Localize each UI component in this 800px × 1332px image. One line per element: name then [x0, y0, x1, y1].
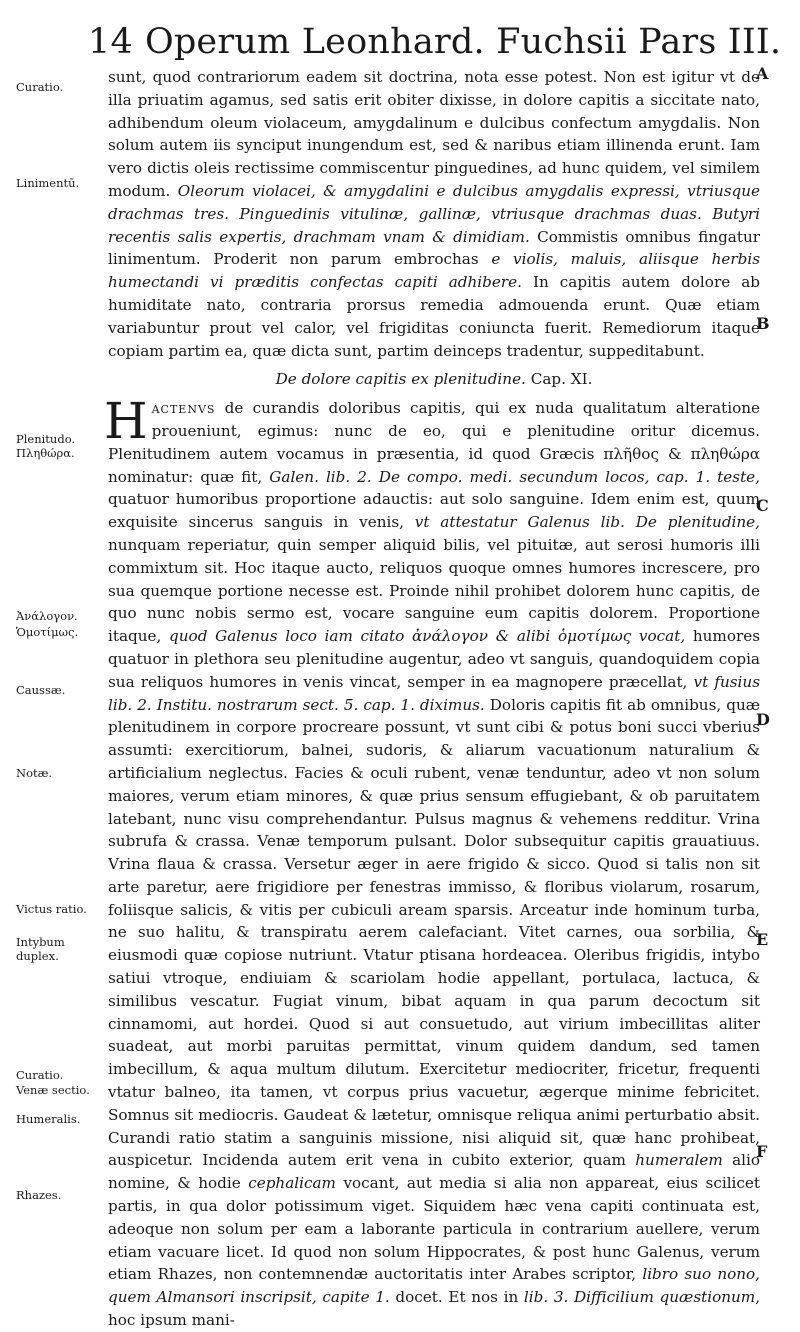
citation-italic: lib. 3. Difficilium quæstionum	[523, 1288, 756, 1307]
text-run: Commistis omnibus fingatur linimentum. Proderit non parum embrochas	[108, 227, 760, 269]
margin-note: Venæ sectio.	[16, 1083, 90, 1097]
citation-italic: quod Galenus loco iam citato ἀνάλογον & alibi ὁμοτίμως vocat,	[169, 627, 686, 646]
margin-note: Notæ.	[16, 766, 53, 780]
running-title: Operum Leonhard. Fuchsii Pars III.	[144, 22, 782, 62]
margin-note: Curatio.	[16, 80, 64, 94]
text-run: nunquam reperiatur, quin semper aliquid bilis, vel pituitæ, aut serosi humoris illi commixtum sit. Hoc itaque aucto, reliquos quoque omnes humores increscere, pro sua quemque portione necesse est. Proinde nihil prohibet dolorem hunc capitis, de quo nunc nobis sermo est, vocare sanguine eum capitis dolorem. Proportione itaque,	[108, 535, 760, 646]
chapter-title: De dolore capitis ex plenitudine.	[275, 370, 526, 389]
margin-note: Ὁμοτίμως.	[16, 625, 79, 639]
text-run: In capitis autem dolore ab humiditate nato, contraria prorsus remedia admouenda erunt. Quæ etiam variabuntur prout vel calor, vel frigiditas coniuncta fuerit. Remediorum itaque copiam partim ea, quæ dicta sunt, partim deinceps tradentur, suppeditabunt.	[108, 273, 760, 360]
paragraph-1	[108, 66, 760, 362]
margin-note: Humeralis.	[16, 1112, 81, 1126]
term-italic: cephalicam	[248, 1174, 336, 1193]
chapter-number: Cap. XI.	[530, 370, 593, 389]
text-run: de curandis doloribus capitis, qui ex nuda qualitatum alteratione proueniunt, egimus: nunc de eo, qui e plenitudine oritur dicemus. Plenitudinem autem vocamus in præsentia, id quod Græcis πλῆθος & πληθώρα nominatur: quæ fit,	[108, 399, 760, 486]
text-run: , hoc ipsum mani-	[108, 1288, 761, 1330]
text-run: alio nomine, & hodie	[108, 1151, 761, 1193]
section-letter: B	[756, 314, 770, 333]
section-letter: E	[756, 930, 769, 949]
margin-note: Rhazes.	[16, 1188, 62, 1202]
recipe-italic: Oleorum violacei, & amygdalini e dulcibus amygdalis expressi, vtriusque drachmas tres. Pinguedinis vitulinæ, gallinæ, vtriusque drachmas duas. Butyri recentis salis expertis, drachmam vnam & dimidiam.	[108, 181, 760, 246]
margin-note: Ἀνάλογον.	[16, 609, 78, 623]
citation-italic: libro suo nono, quem Almansori inscripsit, capite 1.	[108, 1265, 760, 1307]
opening-word: actenvs	[151, 399, 216, 418]
margin-note: Victus ratio.	[16, 902, 87, 916]
citation-italic: Galen. lib. 2. De compo. medi. secundum locos, cap. 1. teste,	[269, 467, 760, 486]
margin-note: Plenitudo.	[16, 432, 76, 446]
paragraph-2	[104, 392, 761, 1332]
section-letter: D	[756, 710, 770, 729]
margin-note: Curatio.	[16, 1068, 64, 1082]
text-run: sunt, quod contrariorum eadem sit doctrina, nota esse potest. Non est igitur vt de illa priuatim agamus, sed satis erit obiter dixisse, in dolore capitis a siccitate nato, adhibendum oleum violaceum, amygdalinum e dulcibus confectum amygdalis. Non solum autem iis synciput inungendum est, sed & naribus etiam illinenda erunt. Iam vero dictis oleis rectissime commiscentur pinguedines, ad hunc quidem, vel similem modum.	[108, 68, 760, 200]
section-letter: A	[756, 64, 769, 83]
body-text	[104, 66, 761, 1332]
margin-note: Caussæ.	[16, 683, 66, 697]
margin-note: Πληθώρα.	[16, 446, 75, 460]
citation-italic: vt fusius lib. 2. Institu. nostrarum sect. 5. cap. 1. diximus.	[108, 672, 760, 714]
section-letter: C	[756, 496, 769, 515]
text-run: Doloris capitis fit ab omnibus, quæ plenitudinem in corpore procreare possunt, vt sunt cibi & potus boni succi vberius assumti: exercitiorum, balnei, sudoris, & aliarum vacuationum naturalium & artificialium neglectus. Facies & oculi rubent, venæ tenduntur, adeo vt non solum maiores, verum etiam minores, & quæ prius sensum effugiebant, & ob paruitatem latebant, nunc visu comprehendantur. Pulsus magnus & vehemens redditur. Vrina subrufa & crassa. Venæ temporum pulsant. Dolor subsequitur capitis grauatiuus. Vrina flaua & crassa. Versetur æger in aere frigido & sicco. Quod si talis non sit arte paretur, aere frigidiore per fenestras immisso, & floribus violarum, rosarum, foliisque salicis, & vitis per cubiculi aream sparsis. Arceatur inde hominum turba, ne suo halitu, & transpiratu aerem calefaciant. Vitet carnes, oua sorbilia, & eiusmodi quæ copiose nutriunt. Vtatur ptisana hordeacea. Oleribus frigidis, intybo satiui vtroque, endiuiam & scariolam hodie appellant, portulaca, lactuca, & similibus vescatur. Fugiat vinum, bibat aquam in qua parum decoctum sit cinnamomi, aut hordei. Quod si aut consuetudo, aut virium imbecillitas aliter suadeat, aut morbi paruitas permittat, vinum quidem dandum, sed tamen imbecillum, & aqua multum dilutum. Exercitetur mediocriter, fricetur, frequenti vtatur balneo, ita tamen, vt corpus prius vacuetur, ægerque minime febricitet. Somnus sit mediocris. Gaudeat & lætetur, omnisque reliqua animi perturbatio absit. Curandi ratio statim a sanguinis missione, nisi aliquid sit, quæ hanc prohibeat, auspicetur. Incidenda autem erit vena in cubito exterior, quam	[108, 695, 760, 1170]
margin-note: Intybum duplex.	[16, 935, 65, 963]
chapter-heading	[108, 368, 760, 391]
term-italic: humeralem	[635, 1151, 723, 1170]
italic-run: e violis, maluis, aliisque herbis humectandi vi præditis confectas capiti adhibere.	[108, 250, 760, 292]
section-letter: F	[756, 1142, 768, 1161]
margin-note: Linimentū.	[16, 176, 80, 190]
page-number: 14	[88, 22, 133, 62]
text-run: vocant, aut media si alia non appareat, eius scilicet partis, in qua dolor potissimum viget. Siquidem hæc vena capiti continuata est, adeoque non solum per eam a laborante particula in contrarium auellere, verum etiam vacuare licet. Id quod non solum Hippocrates, & post hunc Galenus, verum etiam Rhazes, non contemnendæ auctoritatis inter Arabes scriptor,	[108, 1174, 761, 1284]
text-run: humores quatuor in plethora seu plenitudine augentur, adeo vt sanguis, quandoquidem copia sua reliquos humores in venis vincat, semper in ea magnopere præcellat,	[108, 627, 761, 691]
running-header	[88, 16, 782, 68]
text-run: quatuor humoribus proportione adauctis: aut solo sanguine. Idem enim est, quum exquisite sincerus sanguis in venis,	[108, 490, 760, 532]
citation-italic: vt attestatur Galenus lib. De plenitudine,	[414, 513, 760, 532]
text-run: docet. Et nos in	[395, 1288, 519, 1307]
drop-cap: H	[104, 392, 148, 451]
